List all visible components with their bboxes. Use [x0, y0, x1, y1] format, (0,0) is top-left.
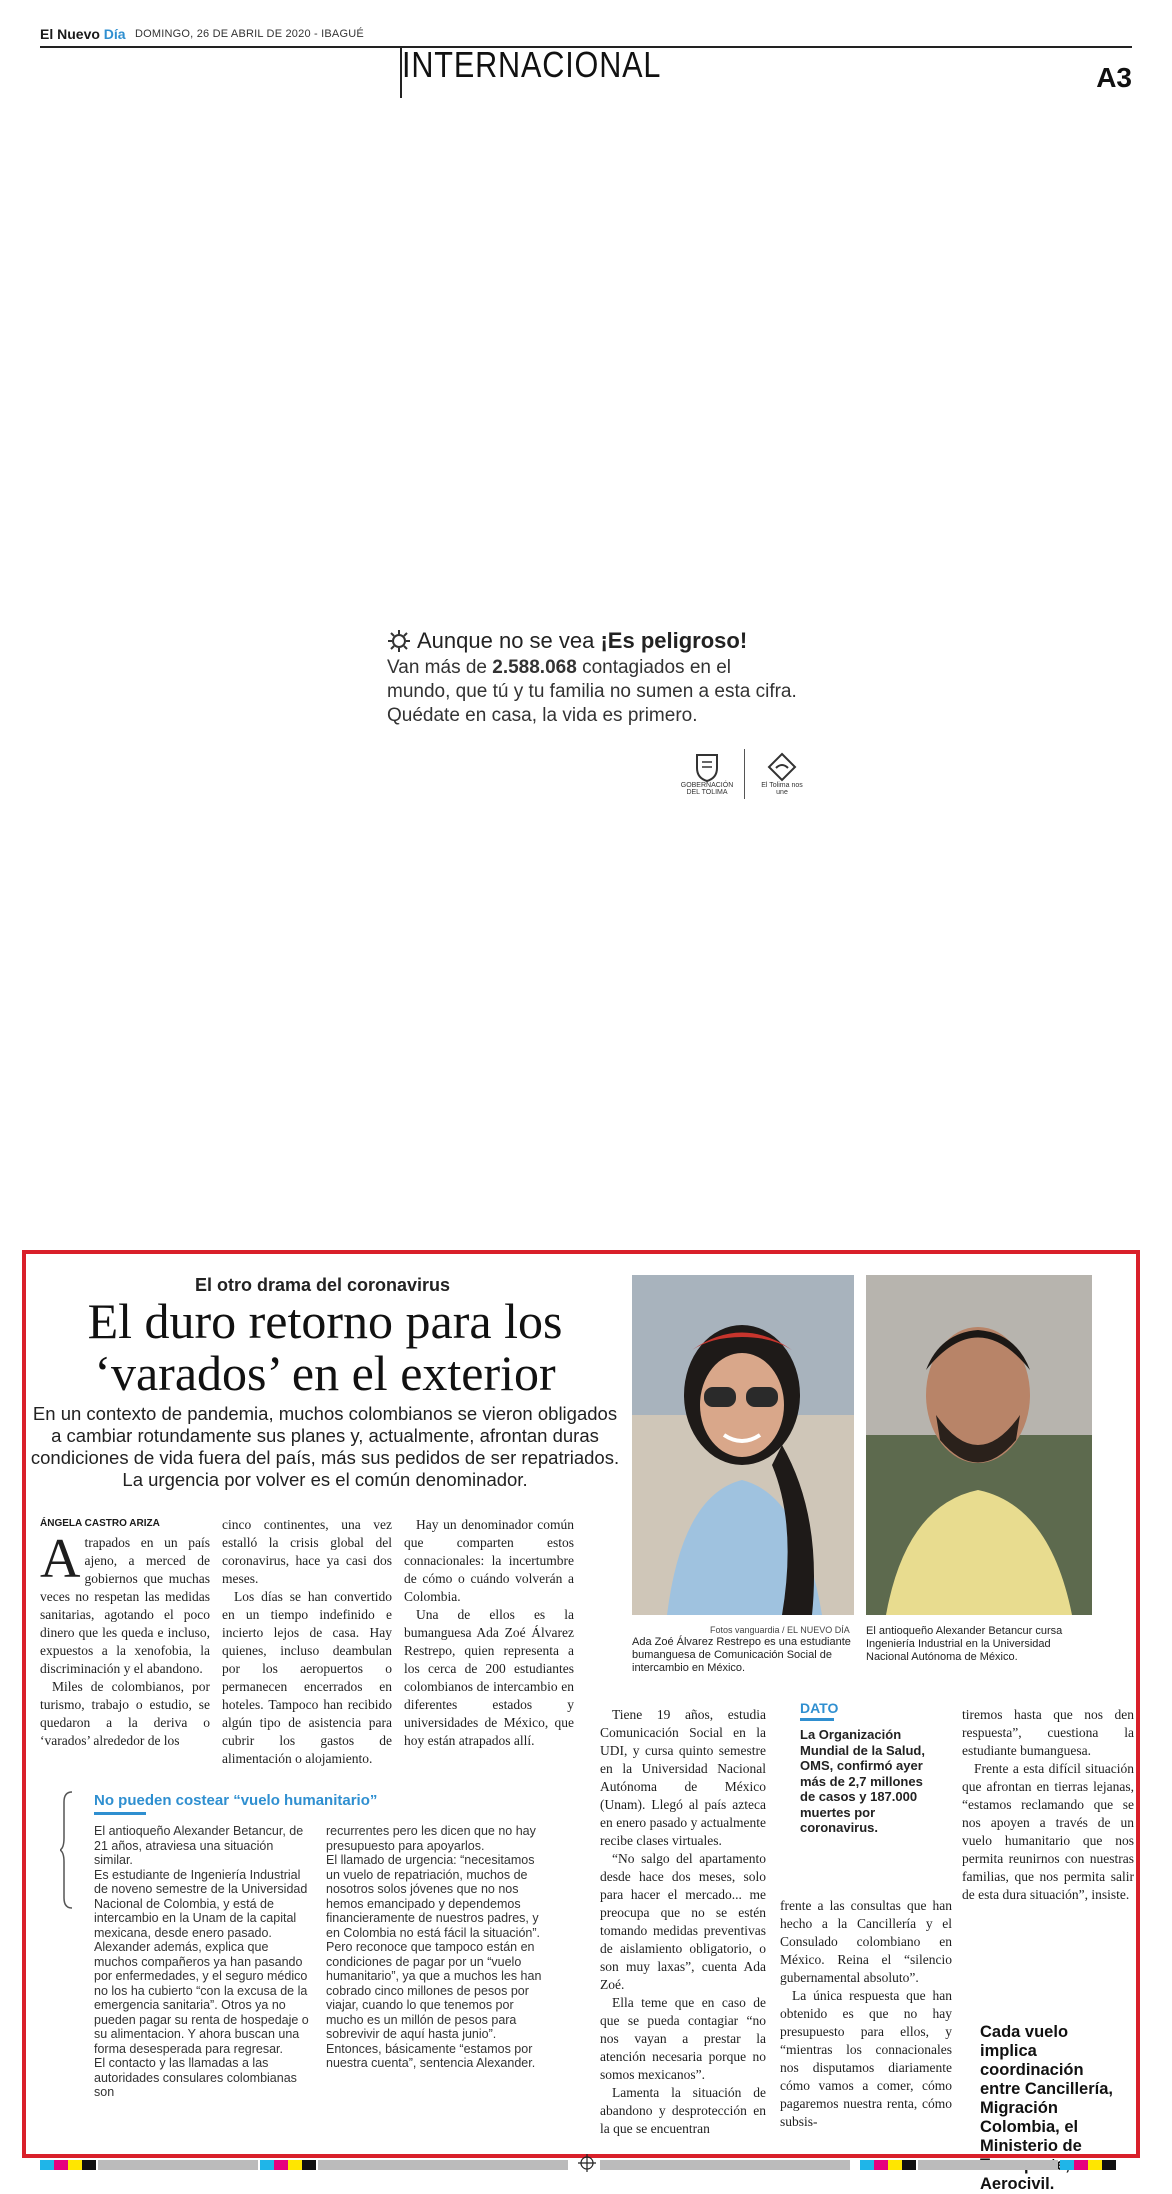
ad-body-post: contagiados en el mundo, que tú y tu familia no sumen a esta cifra. Quédate en casa, la vida es primero. — [387, 657, 797, 726]
article-column-5 — [780, 1897, 952, 2131]
logo1-text: GOBERNACIÓN DEL TOLIMA — [680, 782, 734, 796]
sidebar-title-underline — [94, 1812, 146, 1815]
ad-body-pre: Van más de — [387, 657, 493, 678]
section-title: INTERNACIONAL — [402, 44, 662, 85]
ad-case-count: 2.588.068 — [492, 657, 577, 678]
portrait-woman-image — [632, 1275, 854, 1615]
col5-p1: frente a las consultas que han hecho a la Cancillería y el Consulado colombiano en México. Reina el “silencio gubernamental absoluto”. — [780, 1898, 952, 1985]
ad-headline-bold: ¡Es peligroso! — [600, 628, 748, 653]
dato-label: DATO — [800, 1700, 839, 1716]
sidebar-left-p1: El antioqueño Alexander Betancur, de 21 años, atraviesa una situación similar. — [94, 1824, 304, 1867]
photo-ada-zoe — [632, 1275, 854, 1615]
newspaper-logo — [40, 26, 126, 42]
tolima-logo — [757, 752, 807, 796]
col4-p4: Lamenta la situación de abandono y desprotección en la que se encuentran — [600, 2085, 766, 2136]
drop-cap: A — [40, 1528, 81, 1590]
sidebar-right-p4: Entonces, básicamente “estamos por nuestra cuenta”, sentencia Alexander. — [326, 2041, 536, 2070]
col6-p1: tiremos hasta que nos den respuesta”, cuestiona la estudiante bumanguesa. — [962, 1707, 1134, 1758]
col4-p1: Tiene 19 años, estudia Comunicación Social en la UDI, y cursa quinto semestre en la Universidad Nacional Autónoma de México (Unam). Llegó al país azteca en enero pasado y actualmente recibe clases virtuales. — [600, 1707, 766, 1848]
virus-icon — [387, 629, 411, 653]
sidebar-column-right — [326, 1824, 542, 2071]
ad-headline-plain: Aunque no se vea — [417, 628, 601, 653]
col3-p1: Hay un denominador común que comparten estos connacionales: la incertumbre de cómo o cuándo volverán a Colombia. — [404, 1517, 574, 1604]
sidebar-right-p2: El llamado de urgencia: “necesitamos un vuelo de repatriación, muchos de nosotros solos jóvenes que no nos hemos emancipado y dependemos financieramente de nuestros padres, y en Colombia no está fácil la situación”. — [326, 1853, 541, 1940]
brace-icon — [60, 1790, 74, 1910]
sidebar-left-p2: Es estudiante de Ingeniería Industrial de noveno semestre de la Universidad Nacional de Colombia, y está de intercambio en la Unam de la capital mexicana, desde enero pasado. — [94, 1867, 308, 1940]
pull-quote: Cada vuelo implica coordinación entre Cancillería, Migración Colombia, el Ministerio de Aerocivil. — [980, 2023, 1113, 2193]
logo-divider — [744, 749, 745, 799]
col1-p2: Miles de colombianos, por turismo, trabajo o estudio, se quedaron a la deriva o ‘varados’ alrededor de los — [40, 1679, 210, 1748]
article-column-6 — [962, 1706, 1134, 1904]
logo2-text: El Tolima nos une — [761, 782, 803, 796]
sidebar-right-p3: Pero reconoce que tampoco están en condiciones de pagar por un “vuelo humanitario”, ya que a muchos les han cobrado cinco millones de pesos por viajar, cuando lo que tenemos por mucho es un millón de pesos para sobrevivir de aquí hasta junio”. — [326, 1940, 542, 2041]
col4-p2: “No salgo del apartamento desde hace dos meses, solo para hacer el mercado... me preocupa que no se estén tomando medidas preventivas de aislamiento obligatorio, o son muy laxas”, cuenta Ada Zoé. — [600, 1851, 766, 1992]
caption-ada-zoe: Ada Zoé Álvarez Restrepo es una estudiante bumanguesa de Comunicación Social de intercambio en México. — [632, 1636, 851, 1674]
sidebar-title: No pueden costear “vuelo humanitario” — [94, 1792, 378, 1809]
handshake-icon — [767, 752, 797, 782]
sidebar-left-p4: El contacto y las llamadas a las autoridades consulares colombianas son — [94, 2056, 297, 2099]
ad-body — [387, 656, 797, 728]
dato-text: La Organización Mundial de la Salud, OMS, confirmó ayer más de 2,7 millones de casos y 187.000 muertes por coronavirus. — [800, 1727, 925, 1835]
sidebar-column-left — [94, 1824, 310, 2100]
photo-alexander — [866, 1275, 1092, 1615]
sidebar-box — [60, 1790, 590, 2110]
brand-main: El Nuevo — [40, 26, 100, 42]
article-column-3 — [404, 1516, 574, 1750]
portrait-man-image — [866, 1275, 1092, 1615]
article-standfirst: En un contexto de pandemia, muchos colombianos se vieron obligados a cambiar rotundamente sus planes y, actualmente, afrontan duras condiciones de vida fuera del país, más sus pedidos de ser repatriados. La urgencia por volver es el común denominador. — [30, 1403, 620, 1490]
page-number: A3 — [1096, 62, 1132, 93]
col5-p2: La única respuesta que han obtenido es que no hay presupuesto para ellos, y “mientras los connacionales nos disputamos diariamente cómo vamos a comer, cómo pagaremos nuestra renta, cómo subsis- — [780, 1988, 952, 2129]
caption-alexander: El antioqueño Alexander Betancur cursa Ingeniería Industrial en la Universidad Nacional Autónoma de México. — [866, 1625, 1063, 1663]
ad-logos — [682, 744, 872, 804]
brand-accent: Día — [103, 26, 126, 42]
registration-mark-icon — [578, 2154, 596, 2172]
dateline: DOMINGO, 26 DE ABRIL DE 2020 - IBAGUÉ — [135, 28, 364, 40]
col4-p3: Ella teme que en caso de que se pueda contagiar “no nos vayan a prestar la atención necesaria porque no somos mexicanos”. — [600, 1995, 766, 2082]
sidebar-left-p3: Alexander además, explica que muchos compañeros ya han pasando por enfermedades, y el seguro médico no los ha cubierto “con la excusa de la emergencia sanitaria”. Otros ya no pueden pagar su renta de hospedaje o su alimentacion. Y ahora buscan una forma desesperada para regresar. — [94, 1940, 309, 2056]
ad-headline — [387, 628, 797, 654]
covid-ad — [387, 628, 803, 796]
article-column-1 — [40, 1528, 210, 1750]
col3-p2: Una de ellos es la bumanguesa Ada Zoé Álvarez Restrepo, quien representa a los cerca de 200 estudiantes colombianos de intercambio en diferentes estados y universidades de México, que hoy están atrapados allí. — [404, 1607, 574, 1748]
col2-p1: cinco continentes, una vez estalló la crisis global del coronavirus, hace ya casi dos meses. — [222, 1517, 392, 1586]
article-column-2 — [222, 1516, 392, 1768]
article-column-4 — [600, 1706, 766, 2138]
col6-p2: Frente a esta difícil situación que afrontan en tierras lejanas, “estamos reclamando que se nos apoyen a través de un vuelo humanitario que nos permita reunirnos con nuestras familias, que nos permita salir de esta dura situación”, insiste. — [962, 1761, 1134, 1902]
byline: ÁNGELA CASTRO ARIZA — [40, 1518, 160, 1529]
article-headline: El duro retorno para los ‘varados’ en el exterior — [87, 1293, 563, 1401]
coat-of-arms-icon — [694, 752, 720, 782]
col2-p2: Los días se han convertido en un tiempo indefinido e incierto lejos de casa. Hay quienes, incluso deambulan por los aeropuertos o permanecen encerrados en hoteles. Tampoco han recibido algún tipo de asistencia para cubrir los gastos de alimentación o alojamiento. — [222, 1589, 392, 1766]
dato-box — [800, 1700, 940, 1836]
col1-p1: trapados en un país ajeno, a merced de gobiernos que muchas veces no respetan las medidas sanitarias, agotando el poco dinero que les queda e incluso, expuestos a la xenofobia, la discriminación y el abandono. — [40, 1535, 210, 1676]
article-kicker: El otro drama del coronavirus — [195, 1275, 451, 1295]
sidebar-right-p1: recurrentes pero les dicen que no hay presupuesto para apoyarlos. — [326, 1824, 536, 1853]
dato-rule — [800, 1718, 834, 1721]
photo-credit: Fotos vanguardia / EL NUEVO DÍA — [710, 1625, 850, 1635]
gobernacion-logo — [682, 752, 732, 796]
